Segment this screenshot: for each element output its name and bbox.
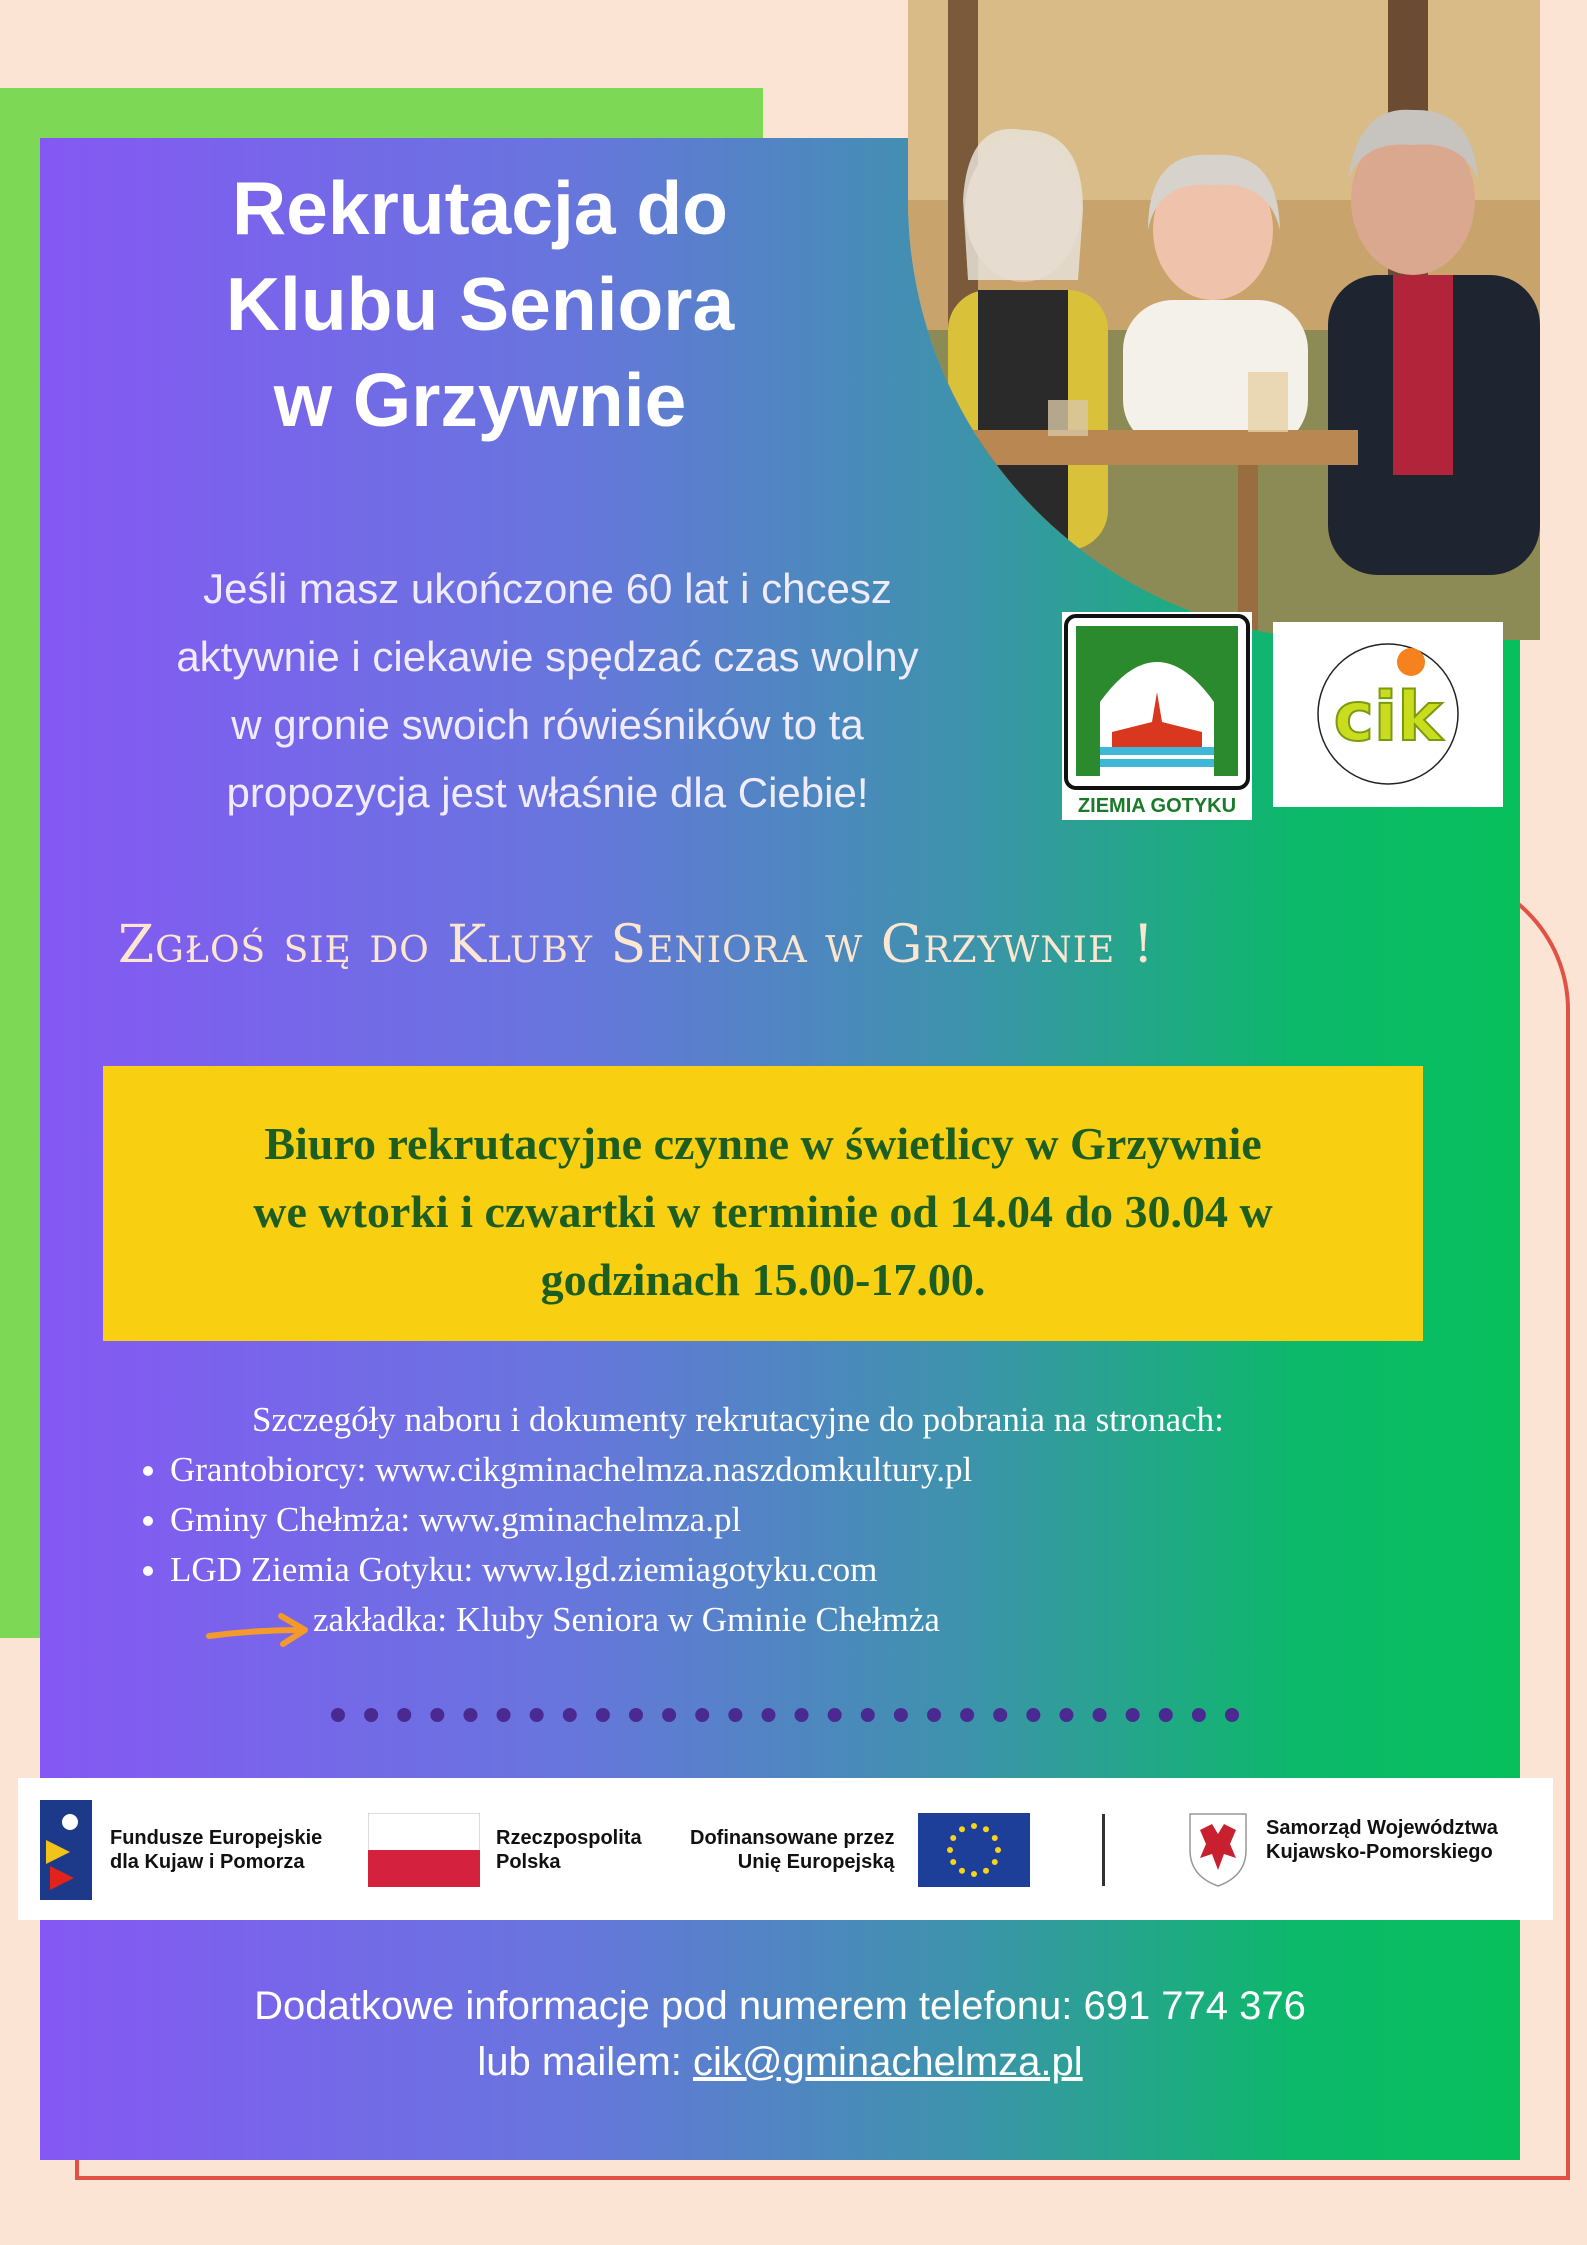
list-item[interactable]: • LGD Ziemia Gotyku: www.lgd.ziemiagotyku.com (170, 1545, 1430, 1595)
details-section (130, 1395, 1430, 1645)
intro-line-3: w gronie swoich rówieśników to ta (231, 701, 864, 748)
divider-dot (397, 1708, 411, 1722)
divider-dot (1225, 1708, 1239, 1722)
eu-star (959, 1868, 965, 1874)
cik-logo (1273, 622, 1503, 807)
funding-logos-band (18, 1778, 1553, 1920)
divider-dot (695, 1708, 709, 1722)
divider-dot (629, 1708, 643, 1722)
divider-dot (497, 1708, 511, 1722)
details-intro: Szczegóły naboru i dokumenty rekrutacyjne do pobrania na stronach: (252, 1400, 1224, 1439)
divider-dot (596, 1708, 610, 1722)
cik-ring-label (1273, 622, 1274, 623)
divider-dot (795, 1708, 809, 1722)
mail-prefix: lub mailem: (477, 2040, 693, 2084)
intro-line-4: propozycja jest właśnie dla Ciebie! (226, 769, 869, 816)
office-line-1: Biuro rekrutacyjne czynne w świetlicy w Grzywnie (264, 1118, 1262, 1169)
divider-dot (1026, 1708, 1040, 1722)
divider-dot (430, 1708, 444, 1722)
fe-label: Fundusze Europejskie dla Kujaw i Pomorza (110, 1827, 323, 1873)
divider-dot (728, 1708, 742, 1722)
divider-dot (1059, 1708, 1073, 1722)
call-to-action: Zgłoś się do Kluby Seniora w Grzywnie ! (118, 915, 1155, 975)
eu-flag-icon (918, 1813, 1030, 1887)
divider-dot (530, 1708, 544, 1722)
eu-star (995, 1847, 1001, 1853)
ziemia-gotyku-logo (1062, 612, 1252, 820)
divider-dot (662, 1708, 676, 1722)
polish-flag-icon (368, 1813, 480, 1887)
divider-dot (960, 1708, 974, 1722)
page-title (120, 160, 840, 448)
fe-logo (40, 1800, 92, 1900)
divider-dot (563, 1708, 577, 1722)
title-line-1: Rekrutacja do (232, 166, 728, 250)
intro-text (95, 555, 1000, 827)
phone-line: Dodatkowe informacje pod numerem telefonu: 691 774 376 (254, 1984, 1306, 2028)
title-line-2: Klubu Seniora (225, 262, 735, 346)
dot-divider (330, 1705, 1240, 1725)
eu-star (947, 1847, 953, 1853)
ue-label: Dofinansowane przez Unię Europejską (690, 1827, 895, 1873)
cik-letters: cik (1333, 678, 1443, 757)
divider-dot (927, 1708, 941, 1722)
kujawsko-pomorskie-crest-icon (1186, 1810, 1250, 1888)
divider-dot (861, 1708, 875, 1722)
intro-line-2: aktywnie i ciekawie spędzać czas wolny (176, 633, 919, 680)
divider-dot (1192, 1708, 1206, 1722)
tab-line: zakładka: Kluby Seniora w Gminie Chełmża (313, 1600, 940, 1639)
sw-label: Samorząd Województwa Kujawsko-Pomorskiego (1266, 1817, 1498, 1863)
title-line-3: w Grzywnie (273, 358, 687, 442)
eu-star (992, 1835, 998, 1841)
divider-dot (364, 1708, 378, 1722)
divider-dot (1093, 1708, 1107, 1722)
eu-star (971, 1823, 977, 1829)
eu-star (971, 1871, 977, 1877)
office-line-3: godzinach 15.00-17.00. (540, 1254, 986, 1305)
office-line-2: we wtorki i czwartki w terminie od 14.04 do 30.04 w (253, 1186, 1273, 1237)
links-list (130, 1445, 1430, 1595)
eu-star (992, 1859, 998, 1865)
divider-dot (463, 1708, 477, 1722)
band-separator (1102, 1814, 1105, 1886)
eu-star (983, 1868, 989, 1874)
eu-star (950, 1859, 956, 1865)
rp-label: Rzeczpospolita Polska (496, 1827, 642, 1873)
eu-star (950, 1835, 956, 1841)
arrow-icon (205, 1610, 315, 1650)
office-text (103, 1110, 1423, 1314)
divider-dot (993, 1708, 1007, 1722)
list-item[interactable]: • Gminy Chełmża: www.gminachelmza.pl (170, 1495, 1430, 1545)
eu-star (983, 1826, 989, 1832)
footer-contact (40, 1978, 1520, 2090)
mail-line (40, 2034, 1520, 2090)
eu-star (959, 1826, 965, 1832)
divider-dot (761, 1708, 775, 1722)
email-link[interactable]: cik@gminachelmza.pl (692, 2040, 1083, 2084)
divider-dot (1126, 1708, 1140, 1722)
divider-dot (1159, 1708, 1173, 1722)
divider-dot (331, 1708, 345, 1722)
divider-dot (828, 1708, 842, 1722)
intro-line-1: Jeśli masz ukończone 60 lat i chcesz (203, 565, 892, 612)
list-item[interactable]: • Grantobiorcy: www.cikgminachelmza.naszdomkultury.pl (170, 1445, 1430, 1495)
divider-dot (894, 1708, 908, 1722)
ziemia-gotyku-label: ZIEMIA GOTYKU (1077, 795, 1237, 817)
